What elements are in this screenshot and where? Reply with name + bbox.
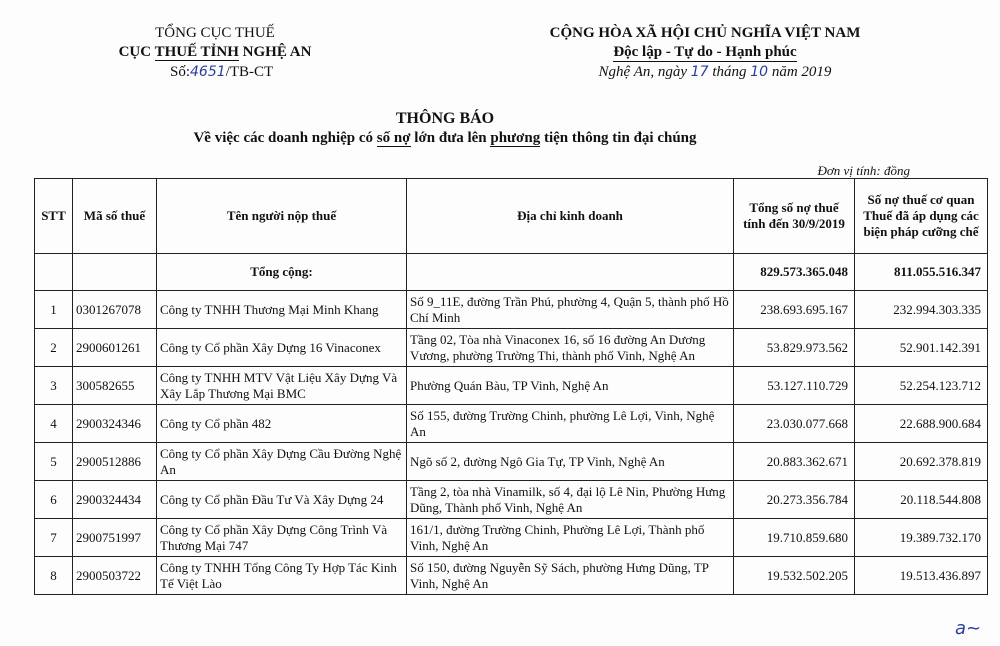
table-row [35,443,988,481]
row-stt: 5 [35,443,73,481]
total-tax-id [73,254,157,291]
subtitle-part-4: phương [490,130,541,146]
row-enforced: 20.692.378.819 [855,443,988,481]
row-taxpayer-name: Công ty Cổ phần Đầu Tư Và Xây Dựng 24 [157,481,407,519]
docno-suffix: /TB-CT [225,64,274,80]
row-enforced: 20.118.544.808 [855,481,988,519]
row-enforced: 232.994.303.335 [855,291,988,329]
header-stt: STT [35,179,73,254]
total-row [35,254,988,291]
row-debt: 20.883.362.671 [734,443,855,481]
row-debt: 53.127.110.729 [734,367,855,405]
total-debt: 829.573.365.048 [734,254,855,291]
national-motto: Độc lập - Tự do - Hạnh phúc [613,44,797,60]
table-row [35,405,988,443]
table-row [35,329,988,367]
row-taxpayer-name: Công ty TNHH Thương Mại Minh Khang [157,291,407,329]
date-day: 17 [690,64,709,80]
parent-agency: TỔNG CỤC THUẾ [155,25,275,41]
row-tax-id: 2900324346 [73,405,157,443]
country-name: CỘNG HÒA XÃ HỘI CHỦ NGHĨA VIỆT NAM [549,25,861,41]
row-address: Tầng 2, tòa nhà Vinamilk, số 4, đại lộ Lê Nin, Phường Hưng Dũng, Thành phố Vinh, Nghệ An [407,481,734,519]
row-tax-id: 0301267078 [73,291,157,329]
date-prefix: Nghệ An, ngày [598,64,691,80]
row-enforced: 52.901.142.391 [855,329,988,367]
row-tax-id: 2900503722 [73,557,157,595]
row-debt: 238.693.695.167 [734,291,855,329]
issue-date [540,64,890,81]
subtitle-part-3: lớn đưa lên [410,130,491,146]
row-stt: 8 [35,557,73,595]
subtitle-part-5: tiện thông tin đại chúng [540,130,697,146]
header-tax-id: Mã số thuế [73,179,157,254]
row-stt: 4 [35,405,73,443]
row-tax-id: 2900751997 [73,519,157,557]
header-taxpayer-name: Tên người nộp thuế [157,179,407,254]
document-subtitle [0,130,890,147]
date-suffix: năm 2019 [768,64,832,80]
row-enforced: 52.254.123.712 [855,367,988,405]
row-debt: 19.710.859.680 [734,519,855,557]
table-row [35,557,988,595]
row-taxpayer-name: Công ty Cổ phần Xây Dựng 16 Vinaconex [157,329,407,367]
row-stt: 6 [35,481,73,519]
row-tax-id: 2900512886 [73,443,157,481]
row-taxpayer-name: Công ty TNHH MTV Vật Liệu Xây Dựng Và Xây Lắp Thương Mại BMC [157,367,407,405]
row-address: Số 9_11E, đường Trần Phú, phường 4, Quận 5, thành phố Hồ Chí Minh [407,291,734,329]
row-taxpayer-name: Công ty Cổ phần Xây Dựng Công Trình Và Thương Mại 747 [157,519,407,557]
row-stt: 1 [35,291,73,329]
row-debt: 19.532.502.205 [734,557,855,595]
row-taxpayer-name: Công ty Cổ phần Xây Dựng Cầu Đường Nghệ An [157,443,407,481]
table-row [35,291,988,329]
subtitle-part-2: số nợ [376,130,411,146]
row-stt: 7 [35,519,73,557]
row-address: Ngõ số 2, đường Ngô Gia Tự, TP Vinh, Nghệ An [407,443,734,481]
row-enforced: 22.688.900.684 [855,405,988,443]
row-debt: 23.030.077.668 [734,405,855,443]
date-month: 10 [750,64,769,80]
header-enforced-debt: Số nợ thuế cơ quan Thuế đã áp dụng các biện pháp cưỡng chế [855,179,988,254]
subtitle-part-1: Về việc các doanh nghiệp có [193,130,377,146]
national-header [520,24,890,62]
table-row [35,367,988,405]
docno-handwritten: 4651 [190,64,226,80]
row-tax-id: 2900601261 [73,329,157,367]
total-address [407,254,734,291]
agency-name-pre: CỤC [118,44,155,60]
row-address: Số 150, đường Nguyễn Sỹ Sách, phường Hưng Dũng, TP Vinh, Nghệ An [407,557,734,595]
document-number [170,64,273,81]
row-debt: 20.273.356.784 [734,481,855,519]
row-address: 161/1, đường Trường Chinh, Phường Lê Lợi, Thành phố Vinh, Nghệ An [407,519,734,557]
row-taxpayer-name: Công ty Cổ phần 482 [157,405,407,443]
row-stt: 3 [35,367,73,405]
row-address: Tầng 02, Tòa nhà Vinaconex 16, số 16 đường An Dương Vương, phường Trường Thi, thành phố Vinh, Nghệ An [407,329,734,367]
row-debt: 53.829.973.562 [734,329,855,367]
row-enforced: 19.389.732.170 [855,519,988,557]
row-stt: 2 [35,329,73,367]
row-address: Phường Quán Bàu, TP Vinh, Nghệ An [407,367,734,405]
agency-name-underlined: THUẾ TỈNH [154,44,239,60]
docno-prefix: Số: [170,64,191,80]
row-tax-id: 2900324434 [73,481,157,519]
tax-debt-table [34,178,988,595]
table-row [35,519,988,557]
agency-name-post: NGHỆ AN [238,44,312,60]
table-header-row [35,179,988,254]
document-title: THÔNG BÁO [395,110,495,127]
issuing-authority [100,24,330,62]
handwritten-initial: a~ [955,618,982,639]
row-address: Số 155, đường Trường Chinh, phường Lê Lợi, Vinh, Nghệ An [407,405,734,443]
currency-unit-note: Đơn vị tính: đồng [817,163,910,178]
agency-name [100,43,330,62]
header-total-debt: Tổng số nợ thuế tính đến 30/9/2019 [734,179,855,254]
total-stt [35,254,73,291]
table-row [35,481,988,519]
header-address: Địa chỉ kinh doanh [407,179,734,254]
total-label: Tổng cộng: [157,254,407,291]
row-taxpayer-name: Công ty TNHH Tổng Công Ty Hợp Tác Kinh Tế Việt Lào [157,557,407,595]
total-enforced: 811.055.516.347 [855,254,988,291]
row-enforced: 19.513.436.897 [855,557,988,595]
date-mid: tháng [708,64,751,80]
row-tax-id: 300582655 [73,367,157,405]
